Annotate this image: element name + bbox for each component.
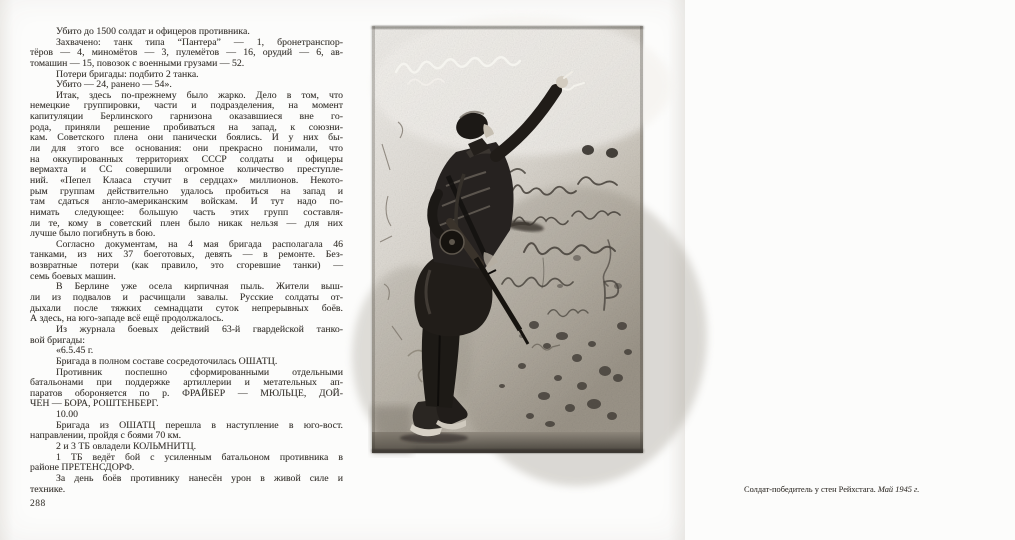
text-line: лучше было погибнуть в бою. [30, 228, 156, 240]
text-line: технике. [30, 483, 66, 495]
text-line: на оккупированных территориях СССР солдаты и офицеры [30, 153, 343, 165]
text-line: ний. «Пепел Клааса стучит в сердцах» миллионов. Некото- [30, 174, 343, 186]
text-line: Итак, здесь по-прежнему было жарко. Дело в том, что [56, 89, 343, 101]
text-line: семь боевых машин. [30, 270, 116, 282]
text-line: ЧЕН — БОРА, РОШТЕНБЕРГ. [30, 398, 159, 410]
text-line: За день боёв противнику нанесён урон в живой силе и [56, 472, 343, 484]
text-line: «6.5.45 г. [56, 345, 94, 357]
text-line: Из журнала боевых действий 63-й гвардейской танко- [56, 323, 343, 335]
photo-figure [372, 26, 920, 494]
text-line: 2 и 3 ТБ овладели КОЛЬМНИТЦ. [56, 440, 197, 452]
reichstag-photo [372, 26, 643, 453]
text-line: вермахта и СС совершили огромное количество преступле- [30, 164, 343, 176]
text-line: Убито до 1500 солдат и офицеров противника. [56, 26, 250, 37]
text-line: 1 ТБ ведёт бой с усиленным батальоном противника в [56, 451, 343, 463]
text-line: дыхали после тяжких семнадцати суток непрерывных боёв. [30, 302, 343, 314]
text-line: 10.00 [56, 409, 79, 421]
text-line: нимать следующее: большую часть этих групп составля- [30, 206, 343, 218]
caption-text: Солдат-победитель у стен Рейхстага. [744, 485, 876, 494]
text-line: районе ПРЕТЕНСДОРФ. [30, 462, 135, 474]
text-line: Бригада в полном составе сосредоточилась ОШАТЦ. [56, 355, 278, 367]
photo-caption [744, 485, 1015, 495]
text-line: А здесь, на юго-западе всё ещё продолжалось. [30, 313, 224, 325]
text-line: Убито — 24, ранено — 54». [56, 79, 172, 91]
text-line: Потери бригады: подбито 2 танка. [56, 68, 199, 80]
text-line: Захвачено: танк типа “Пантера” — 1, бронетранспор- [56, 36, 343, 48]
text-line: возвратные потери (как правило, это сгоревшие танки) — [30, 260, 343, 272]
text-line: паратов обороняется по р. ФРАЙБЕР — МЮЛЬЦЕ, ДОЙ- [30, 387, 343, 399]
text-line: ли из подвалов и расчищали завалы. Русские солдаты от- [30, 292, 343, 304]
text-line: кам. Советского плена они панически боялись. И у них бы- [30, 132, 343, 144]
text-line: там сдаться англо-американским войскам. И тут надо по- [30, 196, 343, 208]
text-line: ли те, кому в советский плен было никак нельзя — для них [30, 217, 343, 229]
text-line: Бригада из ОШАТЦ перешла в наступление в юго-вост. [56, 419, 343, 431]
text-line: танками, из них 37 боеготовых, девять — в ремонте. Без- [30, 249, 343, 261]
text-line: Противник поспешно сформированными отдельными [56, 366, 343, 378]
text-line: капитуляции Берлинского гарнизона оказавшиеся вне го- [30, 111, 343, 123]
text-line: вой бригады: [30, 334, 85, 346]
caption-date: Май 1945 г. [877, 485, 920, 494]
text-line: ли для этого все основания: они прекрасно понимали, что [30, 143, 343, 155]
text-line: Согласно документам, на 4 мая бригада располагала 46 [56, 238, 343, 250]
body-text [30, 27, 343, 495]
text-line: направлении, пройдя с боями 70 км. [30, 430, 182, 442]
text-line: рода, приняли решение пробиваться на запад, к союзни- [30, 121, 343, 133]
text-line: рым группам действительно удалось пробиться на запад и [30, 185, 343, 197]
text-line: батальонами при поддержке артиллерии и метательных ап- [30, 377, 343, 389]
text-line: тёров — 4, миномётов — 3, пулемётов — 16, орудий — 6, ав- [30, 47, 343, 59]
text-line: томашин — 15, повозок с военными грузами — 52. [30, 57, 245, 69]
text-line: В Берлине уже осела кирпичная пыль. Жители выш- [56, 281, 343, 293]
text-line: немецкие группировки, части и подразделения, на момент [30, 100, 343, 112]
page-number: 288 [30, 499, 46, 509]
corner-shadow [372, 406, 412, 453]
